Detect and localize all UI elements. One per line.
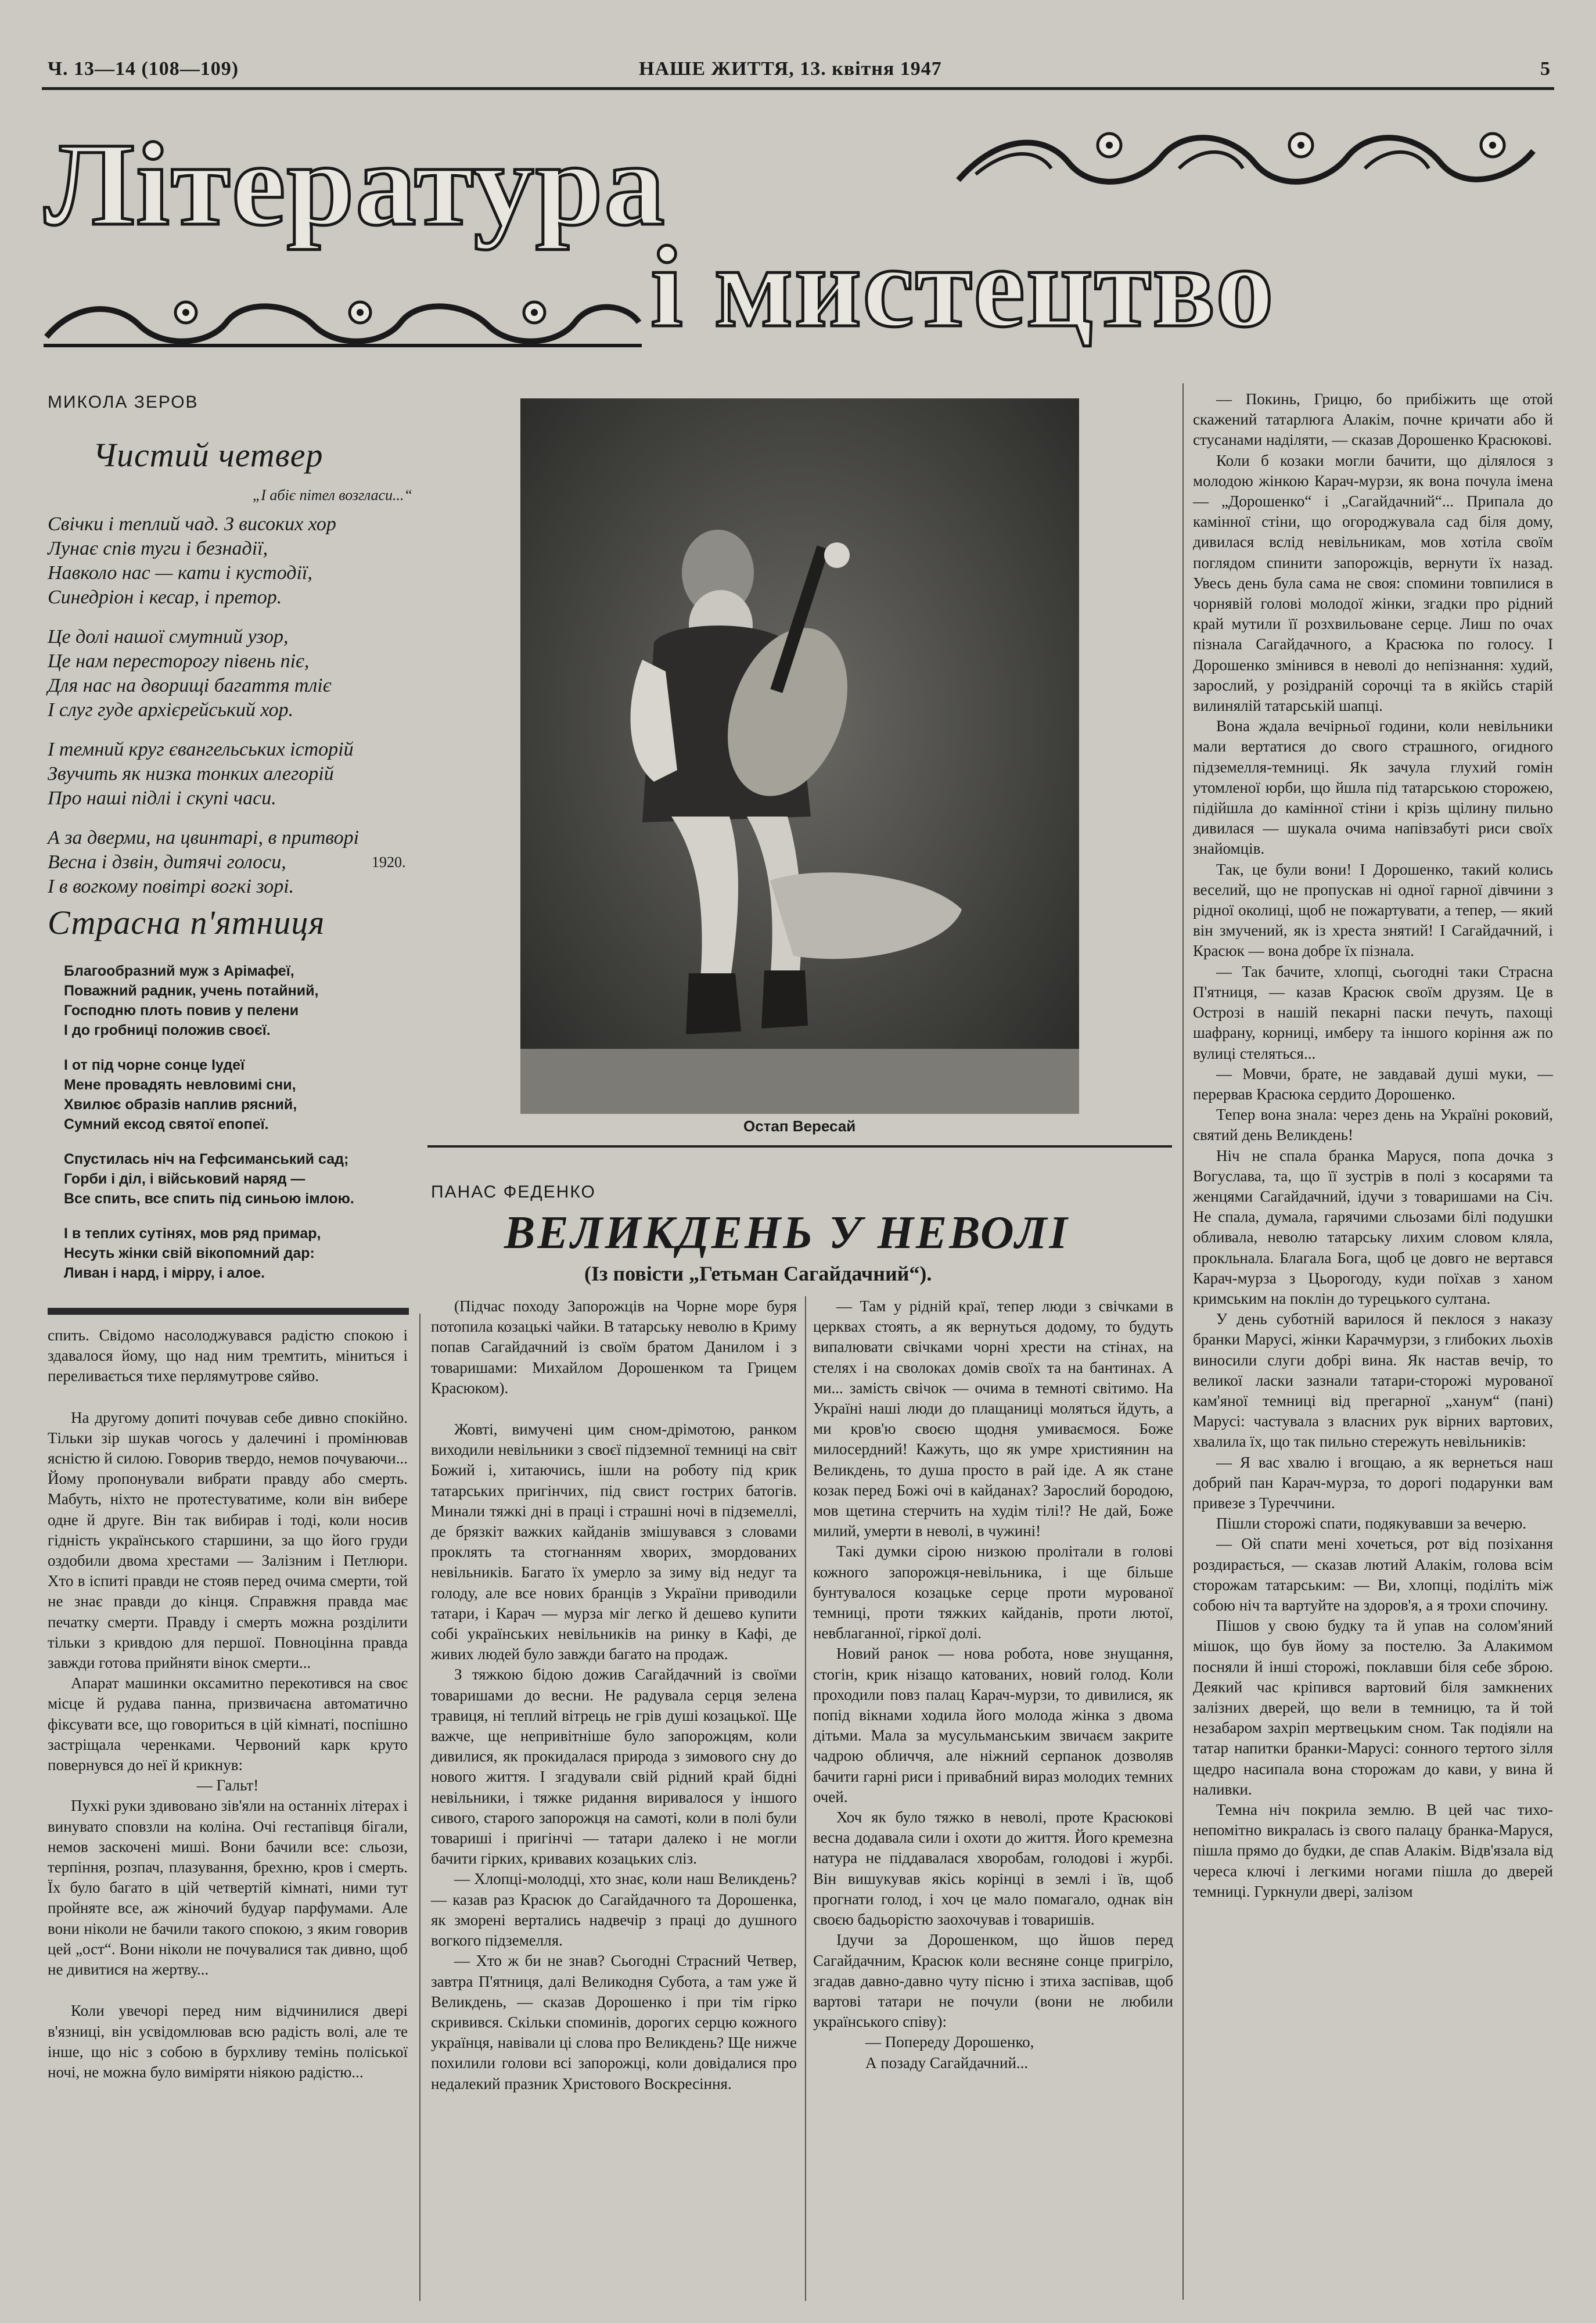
poem-author: МИКОЛА ЗЕРОВ [48, 393, 199, 412]
paragraph: — Хлопці-молодці, хто знає, коли наш Великдень? — казав раз Красюк до Сагайдачного та Дорошенка, як зморені вертались надвечір з праці до душного вогкого підземелля. [431, 1870, 797, 1950]
poem-line: Мене провадять невловимі сни, [64, 1077, 296, 1093]
paragraph: Апарат машинки оксамитно перекотився на своє місце й рудава панна, призвичаєна автоматично фіксувати все, що говориться в цій кімнаті, поспішно застріщала черенками. Червоний карк круто повернувся до неї й крикнув: [48, 1674, 408, 1774]
poem-line: І в вогкому повітрі вогкі зорі. [48, 876, 294, 897]
paragraph: Тепер вона знала: через день на Україні роковий, святий день Великдень! [1193, 1106, 1553, 1144]
column-separator [1182, 383, 1184, 2300]
poem-line: Про наші підлі і скупі часи. [48, 787, 276, 809]
paragraph: Ніч не спала бранка Маруся, попа дочка з Вогуслава, та, що її зустрів в полі з косарями та женцями Сагайдачний, ідучи з товаришами на Січ. Не спала, думала, гарячими сльозами білі подушки обливала, неволю татарську лихим словом кляла, прокльнала. Благала Бога, щоб це довго не вертався Карач-мурза з Цьорогоду, куди поїхав з ханом кримським на поклін до турецького султана. [1193, 1146, 1553, 1307]
paragraph: — Мовчи, брате, не завдавай душі муки, — перервав Красюка сердито Дорошенко. [1193, 1065, 1553, 1103]
poem-line: І до гробниці положив своєї. [64, 1022, 271, 1038]
paragraph: (Підчас походу Запорожців на Чорне море буря потопила козацькі чайки. В татарську неволю в Криму попав Сагайдачний із своїм братом Данилом і з товаришами: Михайлом Дорошенком та Грицем Красюком). [431, 1297, 797, 1397]
paragraph: — Хто ж би не знав? Сьогодні Страсний Четвер, завтра П'ятниця, далі Великодня Субота, а там уже й Великдень, — сказав Дорошенко і при тім гірко скривився. Скільки споминів, дорогих серцю кожного українця, навівали ці слова про Великдень? Ще нижче похилили голови всі запорожці, коли довідалися про недалекий празник Христового Воскресіння. [431, 1952, 797, 2092]
poem-line: І от під чорне сонце Іудеї [64, 1057, 245, 1073]
poem-line: Несуть жінки свій вікопомний дар: [64, 1245, 315, 1261]
column-separator [419, 1314, 420, 2301]
masthead-ornament-bottom [41, 290, 645, 354]
paragraph: спить. Свідомо насолоджувався радістю спокою і здавалося йому, що над ним тремтить, міниться і переливається тихе перлямутрове сяйво. [48, 1326, 408, 1385]
poem-line: Хвилює образів наплив рясний, [64, 1096, 297, 1113]
poem-line: Господню плоть повив у пелени [64, 1002, 299, 1019]
paragraph: Пішли сторожі спати, подякувавши за вечерю. [1216, 1515, 1527, 1533]
story-title: ВЕЛИКДЕНЬ У НЕВОЛІ [504, 1207, 1070, 1258]
poem-line: І темний круг євангельських історій [48, 739, 354, 760]
section-divider [48, 1308, 409, 1315]
story-author: ПАНАС ФЕДЕНКО [431, 1182, 596, 1202]
poem-line: Свічки і теплий чад. З високих хор [48, 513, 336, 535]
poem-line: Спустилась ніч на Гефсиманський сад; [64, 1151, 349, 1167]
column-right [1193, 389, 1553, 1902]
poem-line: І в теплих сутінях, мов ряд примар, [64, 1225, 321, 1242]
poem-line: Горби і діл, і військовий наряд — [64, 1171, 305, 1187]
header-rule [42, 87, 1554, 90]
photo-ostap-veresai [520, 398, 1079, 1114]
paragraph: З тяжкою бідою дожив Сагайдачний із своїми товаришами до весни. Не радувала серця зелена травиця, ні теплий вітрець не грів душі козацької. Ще важче, ще непривітніше було запорожцям, коли дивилися, як прокидалася природа з зимового сну до нового життя. І згадували свій рідний край бідні невільники, і тяжке ридання виривалося у іншого сивого, старого запорожця на самоті, коли в полі були товариші і пригінчі — татари далеко і не могли бачити гірких, кривавих козацьких сліз. [431, 1666, 797, 1868]
paragraph: Вона ждала вечірньої години, коли невільники мали вертатися до свого страшного, огидного підземелля-темниці. Як зачула глухий гомін утомленої юрби, що йшла під татарською сторожею, підійшла до камінної стіни і крізь щілину пильно дивилася — шукала очима напівзабуті риси своїх знайомців. [1193, 717, 1553, 858]
paragraph: — Гальт! [196, 1777, 259, 1795]
poem-line: Навколо нас — кати і кустодії, [48, 562, 312, 584]
masthead-ornament-top [952, 122, 1539, 197]
paragraph: Хоч як було тяжко в неволі, проте Красюкові весна додавала сили і охоти до життя. Його кремезна натура не піддавалася хворобам, голодові і журбі. Він вишукував якісь корінці в землі і їв, щоб прогнати голод, і хоч це мало помагало, однак він своєю бадьорістю заохочував і товаришів. [813, 1808, 1173, 1929]
poem-line: Для нас на дворищі багаття тліє [48, 675, 332, 696]
poem1-body [48, 512, 359, 914]
poem-line: Благообразний муж з Арімафеї, [64, 963, 294, 979]
poem-line: Це долі нашої смутний узор, [48, 626, 289, 648]
poem1-year: 1920. [372, 854, 406, 871]
paragraph: Ідучи за Дорошенком, що йшов перед Сагайдачним, Красюк коли весняне сонце пригріло, згадав давно-давно чуту пісню і зтиха заспівав, щоб вартові татари не почули (вони не любили українського співу): [813, 1931, 1173, 2031]
column-left [48, 1325, 408, 2083]
column-middle-2 [813, 1296, 1173, 2073]
song-line: А позаду Сагайдачний... [865, 2054, 1029, 2072]
masthead-line1: Література [44, 118, 666, 250]
poem-line: Звучить як низка тонких алегорій [48, 763, 334, 785]
poem-line: І слуг гуде архієрейський хор. [48, 699, 294, 721]
paragraph: Жовті, вимучені цим сном-дрімотою, ранком виходили невільники з своєї підземної темниці на світ Божий і, хитаючись, ішли на роботу під крик татарських пригінчих, під свист гострих батогів. Минали тяжкі дні в праці і страшні ночі в підземеллі, де брязкіт важких кайданів змішувався з словами проклять та стогнанням хворих, змордованих невільників. Багато їх умерло за зиму від недуг та голоду, але все нових бранців з України приводили татари, і Карач — мурза міг легко й дешево купити собі українських невільників на ринку в Кафі, де живих людей було завжди багато на продаж. [431, 1421, 797, 1663]
paragraph: — Покинь, Грицю, бо прибіжить ще отой скажений татарлюга Алакім, почне кричати або й стусанами наділяти, — сказав Дорошенко Красюкові. [1193, 390, 1553, 449]
photo-rule [427, 1145, 1172, 1148]
paragraph: Темна ніч покрила землю. В цей час тихо-непомітно викралась із свого палацу бранка-Маруся, пішла прямо до будки, де спав Алакім. Відв'язала від череса ключі і легкими ногами пішла до дверей темниці. Гуркнули двері, залізом [1193, 1801, 1553, 1900]
poem-line: Сумний ексод святої епопеї. [64, 1116, 269, 1132]
paragraph: — Ой спати мені хочеться, рот від позіхання роздирається, — сказав лютий Алакім, голова всім сторожам татарським: — Ви, хлопці, поділіть між собою ніч та вартуйте на здоров'я, а я трохи спочину. [1193, 1535, 1553, 1614]
poem-line: Все спить, все спить під синьою імлою. [64, 1191, 354, 1207]
paragraph: — Там у рідній краї, тепер люди з свічками в церквах стоять, а як вернуться додому, то будуть випалювати свічками чорні хрести на стінах, на стелях і на сволоках домів своїх та на бантинах. А ми... замість свічок — очима в темноті світимо. На Україні наші люди до плащаниці моляться йдуть, а ми кров'ю своєю щодня умиваємося. Боже милосердний! Кажуть, що як умре християнин на Великдень, то душа просто в рай іде. А як стане козак перед Божі очі в кайданах? Зарослий бородою, мов щетина стерчить на худім тілі!? Не дай, Боже милий, умерти в неволі, в чужині! [813, 1297, 1173, 1540]
poem1-title: Чистий четвер [93, 436, 323, 474]
poem-line: Лунає спів туги і безнадії, [48, 538, 268, 559]
column-separator [805, 1296, 806, 2301]
poem-line: Весна і дзвін, дитячі голоси, [48, 851, 286, 873]
paragraph: — Так бачите, хлопці, сьогодні таки Страсна П'ятниця, — казав Красюк своїм друзям. Це в Острозі в нашій пекарні паски печуть, пахощі шафрану, корниці, имберу та іншого коріння аж по вулиці стеляться... [1193, 962, 1553, 1062]
song-line: — Попереду Дорошенко, [865, 2033, 1034, 2051]
paper-date: НАШЕ ЖИТТЯ, 13. квітня 1947 [639, 58, 942, 80]
poem1-epigraph: „І абіє пітел возгласи...“ [252, 487, 412, 504]
paragraph: У день суботній варилося й пеклося з наказу бранки Марусі, жінки Карачмурзи, з глибоких льохів виносили слуги добрі вина. Як настав вечір, то великої ласки зазнали татари-сторожі мурованої кам'яної темниці від прегарної „ханум“ (пані) Марусі: частувала з власних рук вірних вартових, хвалила їх, що так пильно стережуть невільників: [1193, 1310, 1553, 1451]
poem-line: Поважний радник, учень потайний, [64, 983, 319, 999]
story-subtitle: (Із повісти „Гетьман Сагайдачний“). [584, 1262, 932, 1285]
paragraph: Пішов у свою будку та й упав на солом'яний мішок, що був йому за постелю. За Алакимом посняли й інші сторожі, поклавши біля себе зброю. Деякий час кріпився вартовий біля замкнених залізних дверей, що вели в темницю, та й той незабаром захріп мертвецьким сном. Так подіяли на татар напитки бранки-Марусі: сонного тертого зілля щедро насипала вона сторожам до кави, у вина й наливки. [1193, 1617, 1553, 1798]
poem-line: Синедріон і кесар, і претор. [48, 587, 282, 608]
paragraph: На другому допиті почував себе дивно спокійно. Тільки зір шукав чогось у далечині і промінював ясністю й силою. Говорив твердо, немов почуваючи... Йому пропонували вибрати правду або смерть. Мабуть, ніхто не протестуватиме, коли він вибере одне й друге. Він так вибирав і тоді, коли носив гідність українського старшини, за що його груди оздобили двома хрестами — Залізним і Петлюри. Хто в іспиті правди не стояв перед очима смерти, той не знає правди до кінця. Справжня правда має печатку смерти. Правду і смерть можна розділити тільки з кривдою для першої. Повноцінна правда завжди готова прийняти вінок смерти... [48, 1408, 408, 1672]
paragraph: Такі думки сірою низкою пролітали в голові кожного запорожця-невільника, і ще більше бунтувалося козацьке серце проти мурованої темниці, проти тяжких кайданів, проти лютої, невблаганної, гіркої долі. [813, 1542, 1173, 1642]
masthead-line2: і мистецтво [650, 223, 1275, 351]
paragraph: Коли увечорі перед ним відчинилися двері в'язниці, він усвідомлював всю радість волі, але те інше, що ніс з собою в бурхливу темінь поліської ночі, не можна було виміряти ніякою радістю... [48, 2002, 408, 2081]
issue-number: Ч. 13—14 (108—109) [48, 58, 239, 80]
poem2-body [64, 961, 354, 1298]
paragraph: Новий ранок — нова робота, нове знущання, стогін, крик нізащо катованих, новий голод. Коли проходили повз палац Карач-мурзи, то дивилися, як попід вікнами ходила його молода жінка з двома дітьми. Мала за мусульманським звичаєм закрите чадрою обличчя, але ніжний серпанок дозволяв бачити гарні риси і привабний вираз молодих темних очей. [813, 1645, 1173, 1806]
paragraph: Коли б козаки могли бачити, що ділялося з молодою жінкою Карач-мурзи, як вона почула імена — „Дорошенко“ і „Сагайдачний“... Припала до камінної стіни, що огороджувала сад біля дому, дивилася вслід невільникам, мов хотіла своїм поглядом спинити запорожців, вернути їх назад. Увесь день була сама не своя: спомини товпилися в чорнявій голові молодої жінки, згадки про рідний край мутили її розхвильоване серце. Лиш по очах пізнала Сагайдачного, а Красюка по голосу. І Дорошенко змінився в неволі до непізнання: худий, зарослий, у розідраній сорочці та в якійсь старій вилинялій татарській шапці. [1193, 451, 1553, 715]
paragraph: — Я вас хвалю і вгощаю, а як вернеться наш добрий пан Карач-мурза, то дорогі подарунки вам привезе з Туреччини. [1193, 1453, 1553, 1512]
photo-caption: Остап Вересай [743, 1117, 856, 1135]
paragraph: Пухкі руки здивовано зів'яли на останніх літерах і винувато сповзли на коліна. Очі гестапівця бігали, немов заскочені миші. Вони бачили все: сльози, терпіння, розпач, плазування, брехню, кров і смерть. Їх було багато в цій четвертій кімнаті, ними тут пройняте все, аж жіночий будуар парфумами. Але вони ніколи не бачили такого спокою, з яким говорив цей „ост“. Вони ніколи не почувалися так дивно, щоб не дивитися на жертву... [48, 1797, 408, 1979]
paragraph: Так, це були вони! І Дорошенко, такий колись веселий, що не пропускав ні одної гарної дівчини з рідної околиці, щоб не пожартувати, а тепер, — який він змучений, як із хреста знятий! І Сагайдачний, і Красюк — вона добре їх пізнала. [1193, 860, 1553, 960]
page-number: 5 [1540, 58, 1551, 80]
column-middle-1 [431, 1296, 797, 2094]
kobzar-figure-image [520, 398, 1079, 1114]
poem-line: Це нам пересторогу півень піє, [48, 650, 310, 672]
poem-line: А за дверми, на цвинтарі, в притворі [48, 827, 360, 848]
poem-line: Ливан і нард, і мірру, і алое. [64, 1265, 265, 1281]
poem2-title: Страсна п'ятниця [48, 904, 325, 941]
